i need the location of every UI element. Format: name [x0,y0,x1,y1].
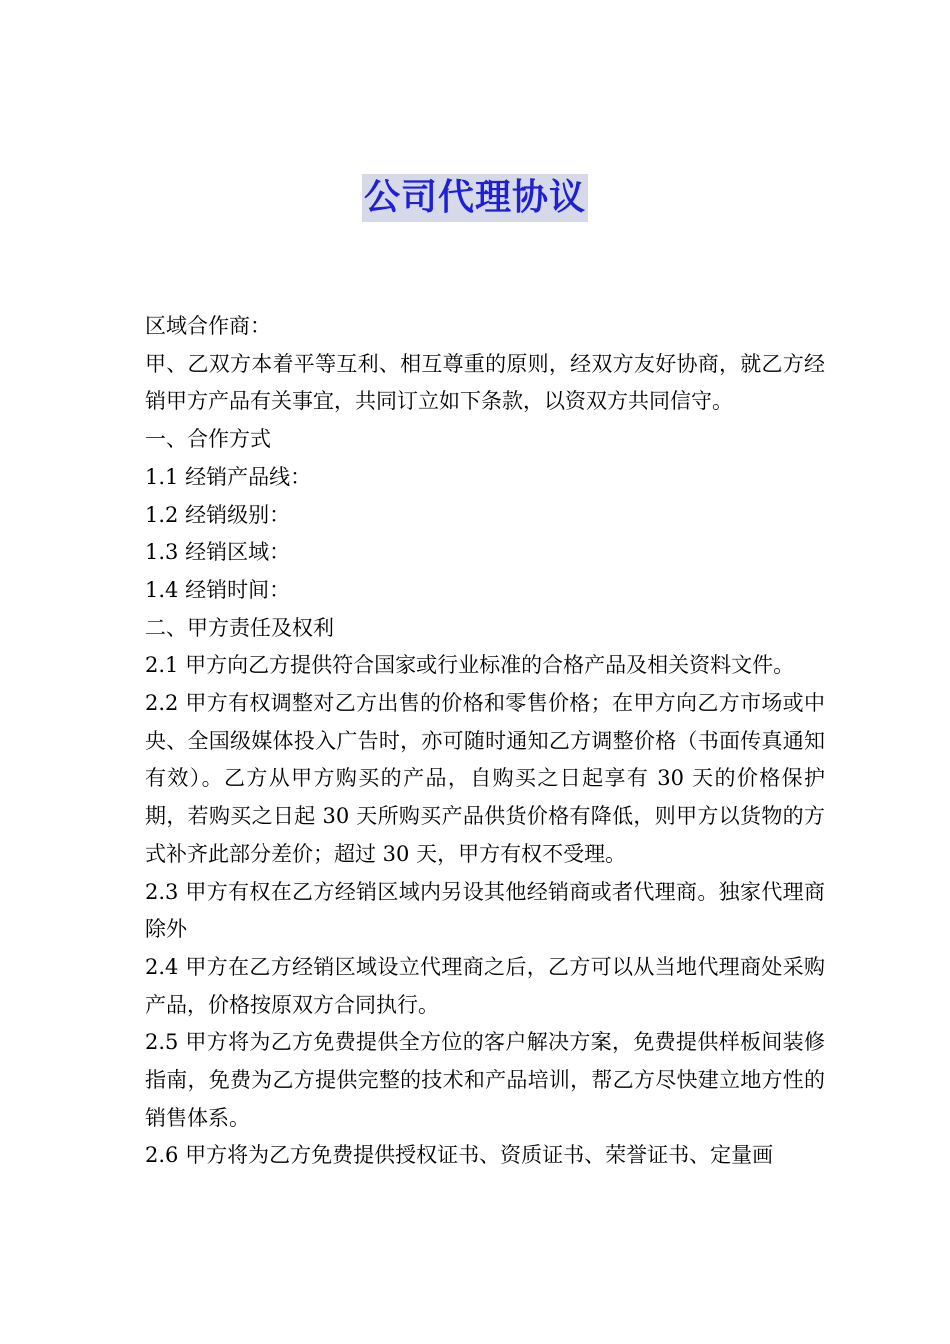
clause-2-5: 2.5 甲方将为乙方免费提供全方位的客户解决方案，免费提供样板间装修指南，免费为乙方提供完整的技术和产品培训，帮乙方尽快建立地方性的销售体系。 [145,1030,825,1130]
clause-2-2: 2.2 甲方有权调整对乙方出售的价格和零售价格；在甲方向乙方市场或中央、全国级媒体投入广告时，亦可随时通知乙方调整价格（书面传真通知有效）。乙方从甲方购买的产品，自购买之日起享有 30 天的价格保护期，若购买之日起 30 天所购买产品供货价格有降低，则甲方以货物的方式补齐此部分差价；超过 30 天，甲方有权不受理。 [145,691,825,866]
clause-1-4: 1.4 经销时间： [145,577,291,602]
document-body [145,308,825,1175]
document-title: 公司代理协议 [362,174,588,222]
paragraph-preamble: 甲、乙双方本着平等互利、相互尊重的原则，经双方友好协商，就乙方经销甲方产品有关事宜，共同订立如下条款，以资双方共同信守。 [145,351,825,414]
clause-1-3: 1.3 经销区域： [145,540,291,565]
clause-2-3: 2.3 甲方有权在乙方经销区域内另设其他经销商或者代理商。独家代理商除外 [145,879,825,942]
paragraph-regional-partner: 区域合作商： [145,314,271,338]
title-container [0,174,950,222]
clause-2-1: 2.1 甲方向乙方提供符合国家或行业标准的合格产品及相关资料文件。 [145,653,795,678]
clause-2-6: 2.6 甲方将为乙方免费提供授权证书、资质证书、荣誉证书、定量画 [145,1143,774,1168]
clause-2-4: 2.4 甲方在乙方经销区域设立代理商之后，乙方可以从当地代理商处采购产品，价格按原双方合同执行。 [145,954,825,1017]
clause-1-1: 1.1 经销产品线： [145,464,312,489]
section-heading-cooperation: 一、合作方式 [145,427,271,452]
clause-1-2: 1.2 经销级别： [145,502,291,527]
section-heading-party-a: 二、甲方责任及权利 [145,615,334,640]
